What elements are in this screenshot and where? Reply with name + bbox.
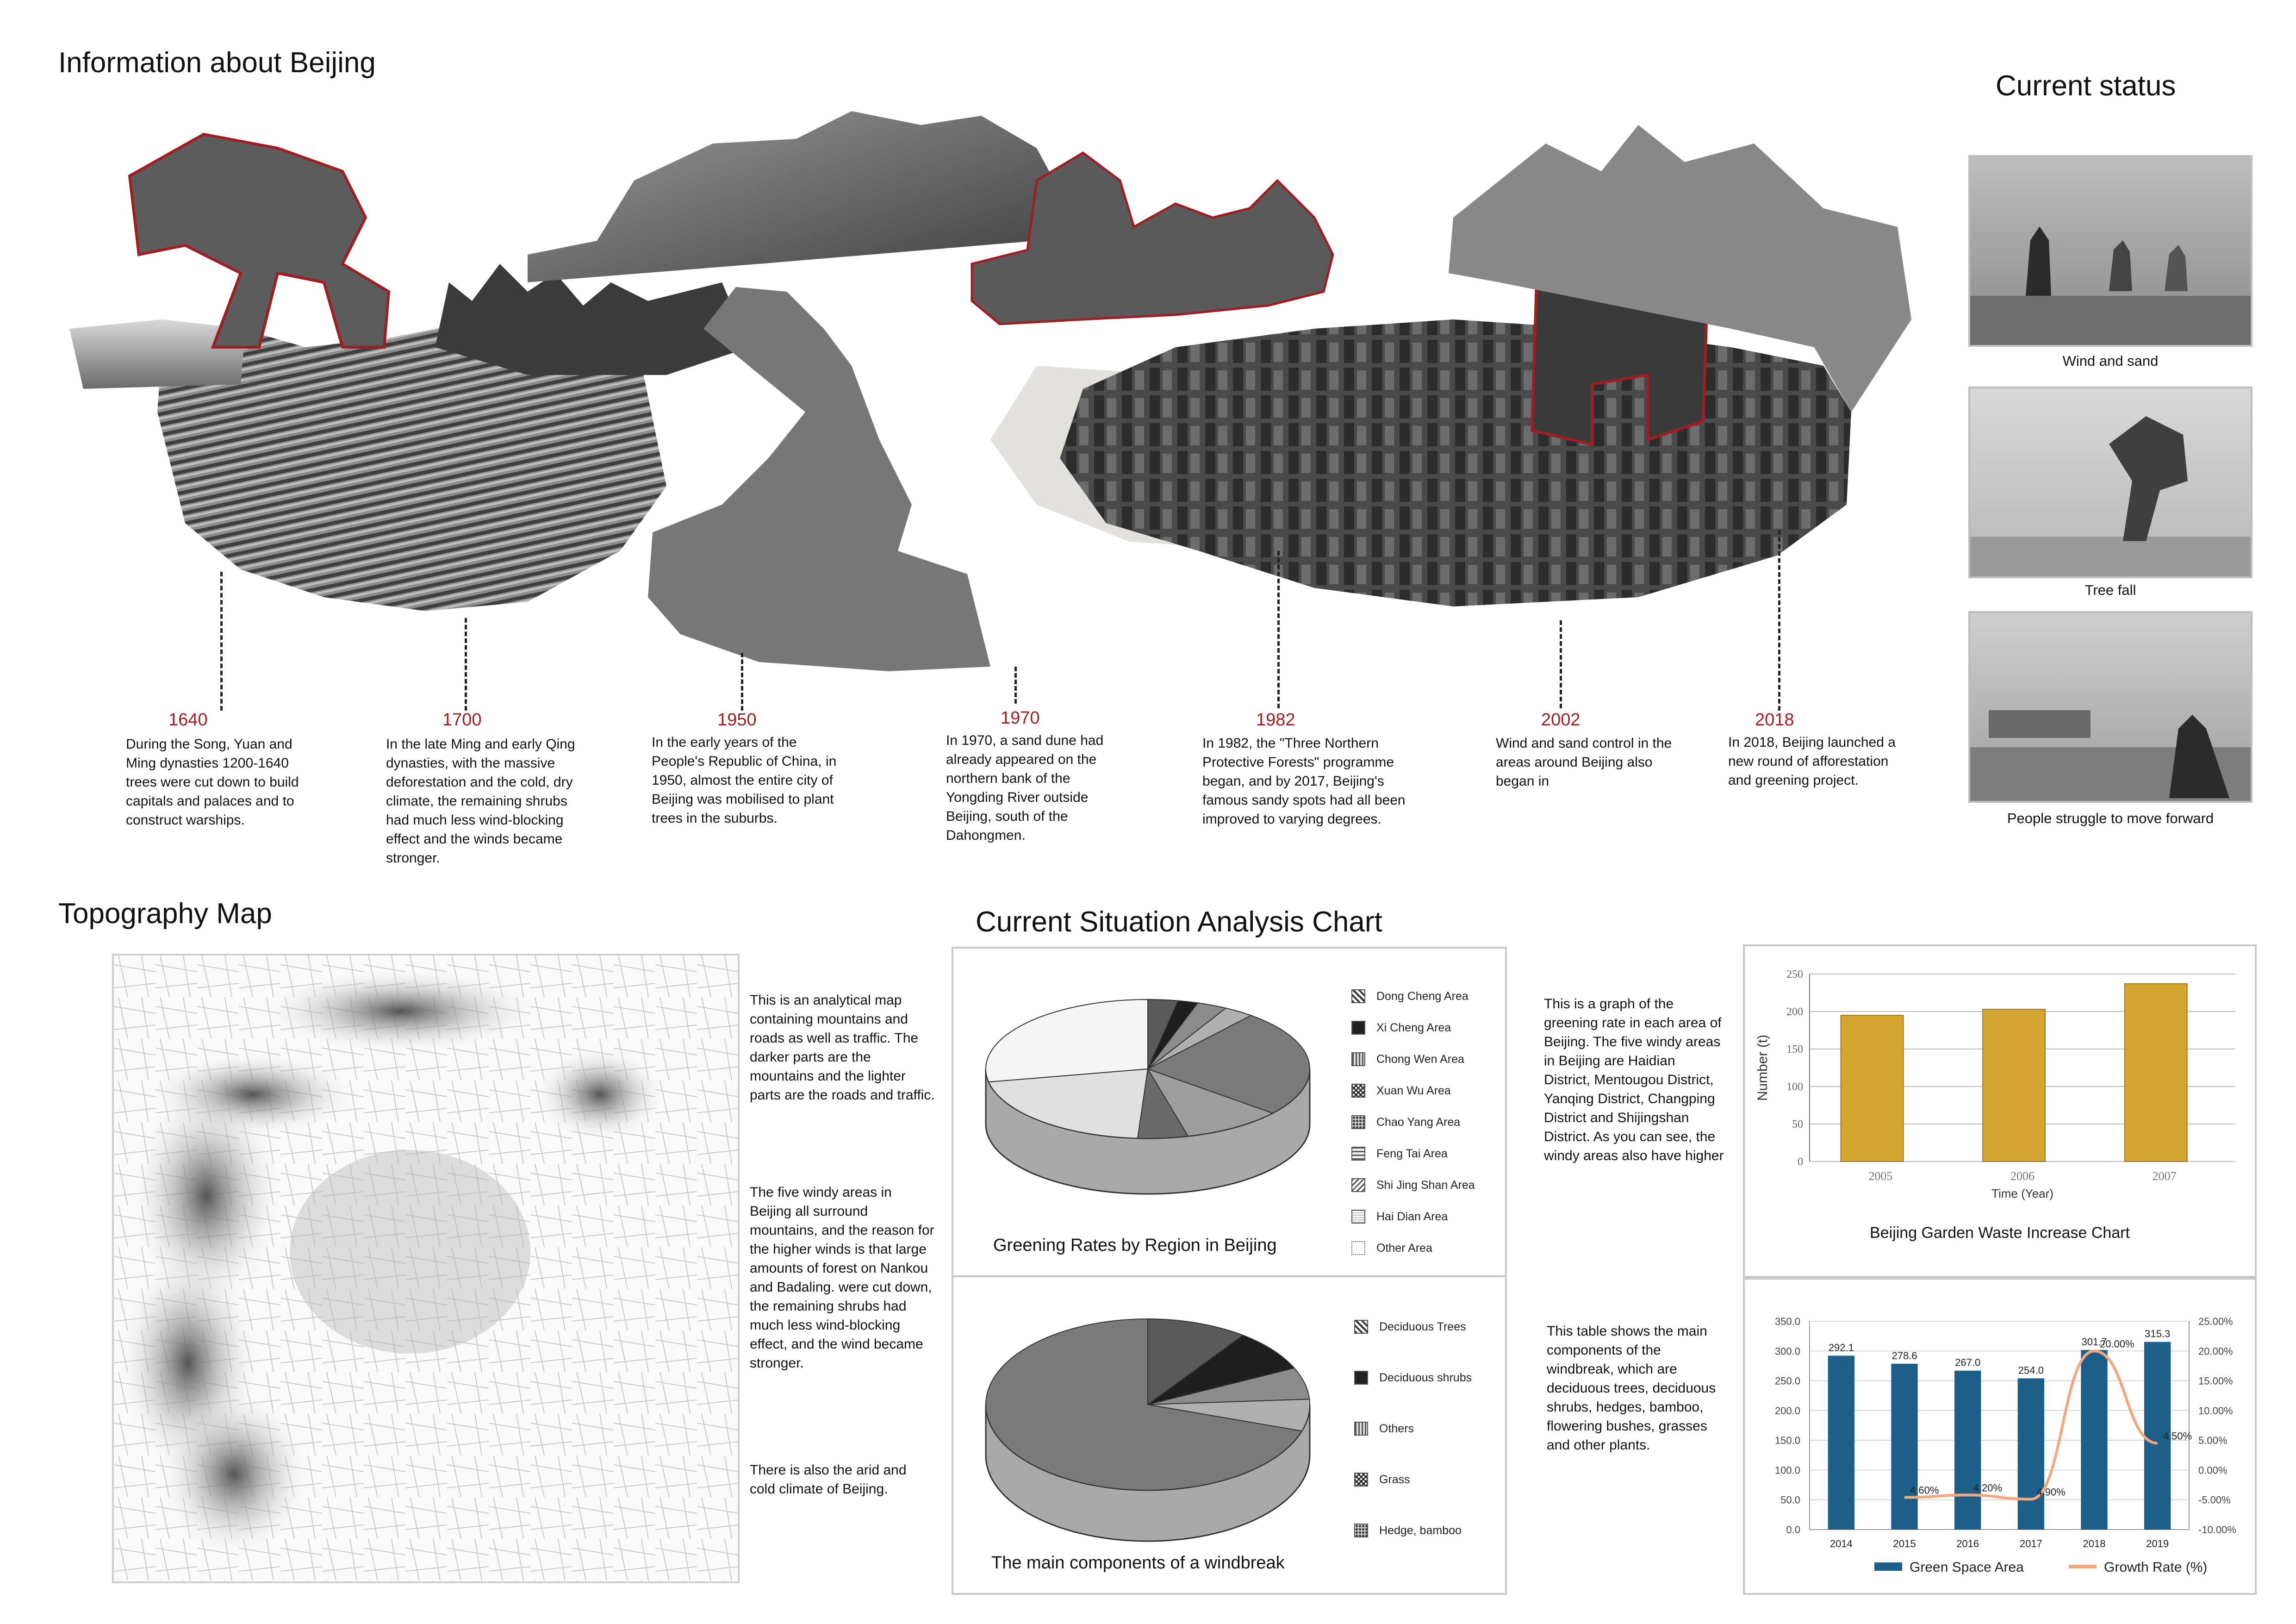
bar-value-label: 301.7 [2081,1336,2107,1348]
bar-value-label: 267.0 [1955,1356,1981,1368]
people-struggle-caption: People struggle to move forward [2007,810,2214,826]
legend-label: Grass [1379,1473,1410,1486]
legend-swatch [1354,1371,1368,1385]
legend-label: Chao Yang Area [1376,1115,1461,1129]
legend-swatch [1351,989,1365,1003]
history-collage [65,88,1939,681]
legend-item-xi-cheng-area [1351,1020,1475,1036]
green-space-panel [1743,1278,2257,1595]
wind-sand-photo [1968,155,2252,347]
topography-text-2: The five windy areas in Beijing all surround mountains, and the reason for the higher winds is that large amounts of forest on Nankou and Badaling. were cut down, the remaining shrubs had much less wind-blocking effect, and the wind became stronger. [750,1185,934,1371]
y-tick-label: 300.0 [1774,1345,1800,1357]
legend-item-deciduous-shrubs [1354,1370,1472,1386]
timeline-item [386,710,576,868]
timeline-text: In the early years of the People's Republic of China, in 1950, almost the entire city of Beijing was mobilised to plant trees in the suburbs. [652,735,837,826]
windbreak-pie-legend [1354,1319,1472,1574]
legend-swatch [1354,1524,1368,1537]
windbreak-description: This table shows the main components of the windbreak, which are deciduous trees, deciduous shrubs, hedges, bamboo, flowering bushes, grasses and other plants. [1547,1324,1716,1453]
topography-map [112,954,740,1583]
x-tick-label: 2017 [2019,1538,2042,1549]
legend-swatch [1351,1115,1365,1129]
x-tick-label: 2007 [2152,1169,2177,1183]
legend-swatch [1351,1147,1365,1161]
legend-item-hedge-bamboo [1354,1523,1472,1538]
legend-label: Xuan Wu Area [1376,1084,1451,1097]
topography-text-1: This is an analytical map containing mountains and roads as well as traffic. The darker parts are the mountains and the lighter parts are the roads and traffic. [750,993,935,1103]
legend-swatch [1351,1021,1365,1035]
topography-text-3: There is also the arid and cold climate of Beijing. [750,1462,907,1497]
timeline-text: In 2018, Beijing launched a new round of afforestation and greening project. [1728,735,1896,788]
timeline-item [1496,710,1681,791]
y-tick-label: 100.0 [1774,1464,1800,1476]
y2-tick-label: 20.00% [2198,1345,2233,1357]
y-tick-label: 50.0 [1780,1494,1800,1506]
y2-tick-label: 25.00% [2198,1316,2233,1327]
legend-item-xuan-wu-area [1351,1083,1475,1099]
timeline-year: 1970 [1001,708,1040,728]
line-value-label: 4.50% [2163,1430,2192,1442]
legend-item-others [1354,1421,1472,1437]
timeline-year: 1640 [168,710,208,730]
bar-2018 [2081,1350,2107,1530]
y-tick-label: 250 [1786,968,1803,981]
analysis-title: Current Situation Analysis Chart [976,906,1382,938]
y2-tick-label: 15.00% [2198,1375,2233,1387]
x-tick-label: 2005 [1868,1169,1893,1183]
y2-tick-label: -5.00% [2198,1494,2231,1506]
timeline-year: 1700 [442,710,482,730]
legend-label: Deciduous Trees [1379,1320,1466,1333]
y-tick-label: 200 [1786,1006,1803,1018]
current-status-title: Current status [1996,70,2176,102]
x-tick-label: 2015 [1893,1538,1916,1549]
line-value-label: 20.00% [2100,1338,2134,1350]
x-tick-label: 2006 [2010,1169,2035,1183]
legend-item-chong-wen-area [1351,1051,1475,1067]
y2-tick-label: 0.00% [2198,1464,2228,1476]
windbreak-pie-panel [952,1275,1507,1595]
timeline-text: In the late Ming and early Qing dynasties, with the massive deforestation and the cold, dry climate, the remaining shrubs had much less wind-blocking effect and the winds became stronger. [386,737,575,866]
garden-waste-title: Beijing Garden Waste Increase Chart [1870,1224,2130,1242]
timeline-year: 2002 [1541,710,1580,730]
y2-tick-label: 10.00% [2198,1405,2233,1417]
page-title: Information about Beijing [58,47,376,79]
wind-sand-caption: Wind and sand [2062,353,2159,369]
bar-value-label: 292.1 [1828,1342,1854,1354]
x-tick-label: 2016 [1956,1538,1979,1549]
legend-label: Dong Cheng Area [1376,989,1468,1003]
timeline-item [1202,710,1406,829]
y-tick-label: 200.0 [1774,1405,1800,1417]
legend-label: Deciduous shrubs [1379,1371,1472,1384]
windbreak-pie-title: The main components of a windbreak [991,1553,1285,1573]
legend-swatch [1354,1422,1368,1436]
timeline-text: In 1970, a sand dune had already appeared on the northern bank of the Yongding River outside Beijing, south of the Dahongmen. [946,733,1104,843]
y-tick-label: 150 [1786,1043,1803,1056]
y-tick-label: 0 [1798,1156,1803,1168]
greening-pie-legend [1351,988,1475,1272]
x-tick-label: 2018 [2083,1538,2106,1549]
garden-waste-panel [1743,944,2257,1278]
y2-tick-label: -10.00% [2198,1524,2236,1536]
pie-slice-other-area [986,999,1148,1082]
legend-item-deciduous-trees [1354,1319,1472,1335]
y-tick-label: 250.0 [1774,1375,1800,1387]
y-tick-label: 350.0 [1774,1316,1800,1327]
y-tick-label: 0.0 [1786,1524,1800,1536]
legend-label: Hai Dian Area [1376,1210,1448,1223]
timeline-text: In 1982, the "Three Northern Protective Forests" programme began, and by 2017, Beijing's famous sandy spots had all been improved to varying degrees. [1202,736,1406,827]
legend-label-growth-rate: Growth Rate (%) [2104,1560,2208,1575]
greening-description: This is a graph of the greening rate in each area of Beijing. The five windy areas in Beijing are Haidian District, Mentougou District, Yanqing District, Changping District and Shijingshan District. As you can see, the windy areas also have higher [1544,996,1724,1163]
greening-pie-title: Greening Rates by Region in Beijing [993,1236,1277,1255]
bar-2015 [1891,1364,1917,1530]
bar-2016 [1954,1371,1981,1530]
legend-item-shi-jing-shan-area [1351,1177,1475,1193]
legend-label: Others [1379,1422,1414,1435]
legend-item-chao-yang-area [1351,1114,1475,1130]
legend-item-hai-dian-area [1351,1209,1475,1224]
bar-2005 [1841,1015,1903,1162]
bar-2014 [1828,1355,1854,1530]
bar-2006 [1983,1009,2045,1162]
bar-value-label: 278.6 [1892,1349,1917,1362]
green-space-chart [1745,1280,2255,1593]
tree-fall-photo [1968,387,2252,578]
line-value-label: 4.60% [1910,1484,1939,1496]
line-value-label: 4.20% [1973,1482,2003,1494]
legend-swatch [1351,1241,1365,1255]
bar-2017 [2018,1378,2044,1530]
legend-label-green-space: Green Space Area [1910,1560,2024,1575]
legend-label: Chong Wen Area [1376,1052,1464,1066]
greening-pie-panel [952,947,1507,1277]
legend-label: Xi Cheng Area [1376,1021,1451,1034]
legend-item-feng-tai-area [1351,1146,1475,1162]
y-tick-label: 50 [1792,1118,1803,1131]
line-value-label: 4.90% [2036,1486,2066,1498]
legend-label: Other Area [1376,1241,1432,1255]
legend-swatch [1354,1320,1368,1334]
timeline-year: 1982 [1256,710,1295,730]
timeline-item [946,708,1131,845]
y2-tick-label: 5.00% [2198,1435,2228,1447]
legend-swatch [1351,1210,1365,1224]
legend-swatch [1351,1178,1365,1192]
bar-value-label: 315.3 [2145,1328,2171,1340]
tree-fall-caption: Tree fall [2084,582,2136,598]
timeline-item [1728,710,1913,790]
people-struggle-photo [1968,611,2252,803]
legend-label: Hedge, bamboo [1379,1524,1462,1537]
timeline-item [652,710,837,828]
timeline-text: Wind and sand control in the areas around Beijing also began in [1496,736,1672,789]
topography-title: Topography Map [58,898,272,930]
y-tick-label: 150.0 [1774,1435,1800,1447]
y-axis-label: Number (t) [1755,1034,1770,1101]
bar-value-label: 254.0 [2018,1364,2044,1376]
x-tick-label: 2014 [1829,1538,1853,1549]
legend-swatch-green-space [1874,1562,1902,1571]
legend-item-other-area [1351,1240,1475,1256]
x-tick-label: 2019 [2146,1538,2169,1549]
legend-swatch [1354,1473,1368,1487]
legend-item-dong-cheng-area [1351,988,1475,1004]
timeline-year: 1950 [717,710,757,730]
bar-2007 [2125,984,2187,1162]
x-axis-label: Time (Year) [1991,1187,2053,1200]
timeline-item [126,710,311,830]
timeline-text: During the Song, Yuan and Ming dynasties 1200-1640 trees were cut down to build capitals and palaces and to construct warships. [126,737,299,828]
y-tick-label: 100 [1786,1081,1803,1093]
legend-item-grass [1354,1472,1472,1487]
timeline-year: 2018 [1755,710,1794,730]
legend-swatch [1351,1052,1365,1066]
legend-label: Shi Jing Shan Area [1376,1178,1475,1192]
legend-swatch [1351,1084,1365,1098]
legend-label: Feng Tai Area [1376,1147,1448,1160]
